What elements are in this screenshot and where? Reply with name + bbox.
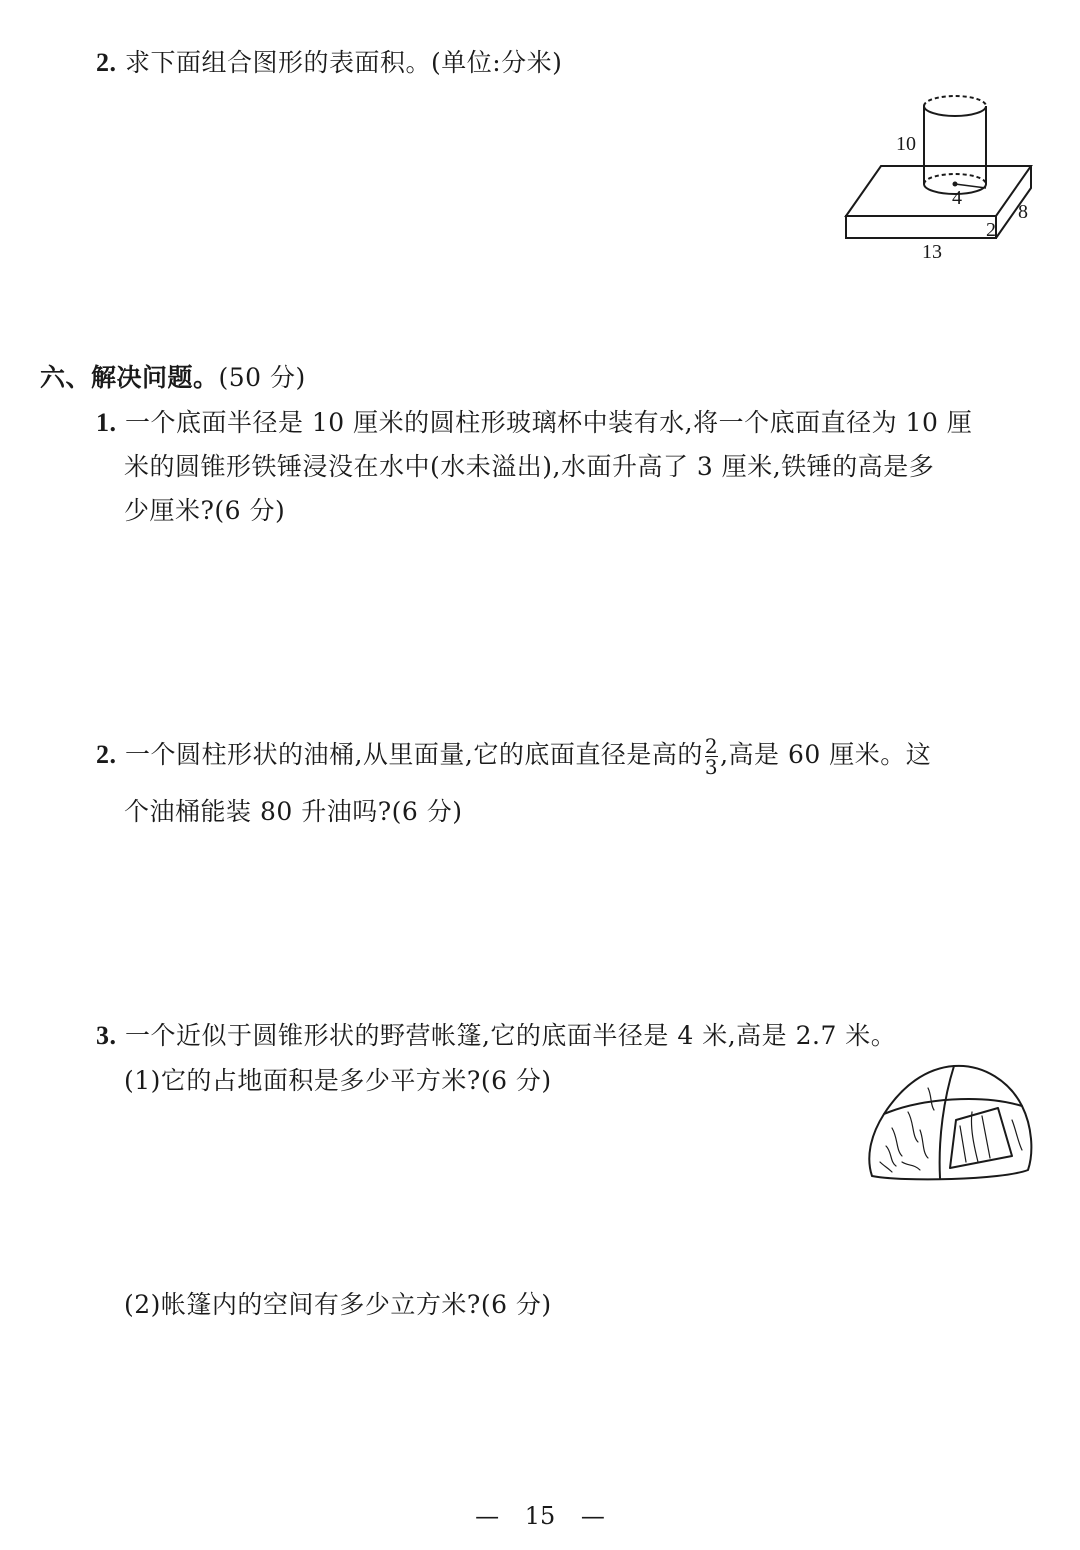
fraction-denominator: 3 bbox=[704, 755, 719, 779]
question-1-line-1 bbox=[96, 408, 972, 438]
fraction bbox=[705, 736, 718, 777]
page-number: 15 bbox=[524, 1502, 556, 1530]
question-3-line-1 bbox=[96, 1021, 896, 1051]
question-text: 一个近似于圆锥形状的野营帐篷,它的底面半径是 4 米,高是 2.7 米。 bbox=[124, 1021, 897, 1050]
section-title: 六、解决问题。 bbox=[40, 363, 219, 392]
question-3-sub-2: (2)帐篷内的空间有多少立方米?(6 分) bbox=[124, 1290, 552, 1319]
label-cylinder-height: 10 bbox=[896, 133, 916, 155]
cuboid-front-face bbox=[846, 216, 996, 238]
question-text: 一个底面半径是 10 厘米的圆柱形玻璃杯中装有水,将一个底面直径为 10 厘 bbox=[124, 408, 973, 437]
question-2-line-1 bbox=[96, 736, 931, 777]
label-cuboid-length: 13 bbox=[922, 241, 942, 263]
section-points: (50 分) bbox=[218, 363, 306, 392]
label-cuboid-depth: 8 bbox=[1018, 201, 1028, 223]
center-dot bbox=[953, 182, 958, 187]
label-cuboid-height: 2 bbox=[986, 219, 996, 241]
cylinder-top-front bbox=[924, 106, 986, 116]
question-1-line-2: 米的圆锥形铁锤浸没在水中(水未溢出),水面升高了 3 厘米,铁锤的高是多 bbox=[124, 452, 935, 481]
tent-seam-2 bbox=[884, 1099, 1022, 1114]
question-prev-2 bbox=[96, 48, 562, 78]
footer-dash-right: — bbox=[580, 1502, 605, 1530]
section-heading bbox=[40, 363, 306, 393]
page-footer bbox=[0, 1502, 1080, 1530]
cylinder-top-back bbox=[924, 96, 986, 106]
question-number: 3. bbox=[96, 1021, 117, 1050]
question-text-cont: ,高是 60 厘米。这 bbox=[720, 740, 932, 769]
fraction-numerator: 2 bbox=[704, 734, 719, 758]
question-number: 2. bbox=[96, 740, 117, 769]
footer-dash-left: — bbox=[475, 1502, 500, 1530]
question-text: 求下面组合图形的表面积。(单位:分米) bbox=[124, 48, 563, 77]
question-1-line-3: 少厘米?(6 分) bbox=[124, 496, 286, 525]
composite-figure bbox=[836, 88, 1046, 268]
tent-illustration bbox=[862, 1058, 1038, 1188]
question-text: 一个圆柱形状的油桶,从里面量,它的底面直径是高的 bbox=[124, 740, 703, 769]
cuboid-top-face bbox=[846, 166, 1031, 216]
question-2-line-2: 个油桶能装 80 升油吗?(6 分) bbox=[124, 797, 463, 826]
question-3-sub-1: (1)它的占地面积是多少平方米?(6 分) bbox=[124, 1066, 552, 1095]
question-number: 1. bbox=[96, 408, 117, 437]
label-radius: 4 bbox=[952, 187, 962, 209]
question-number: 2. bbox=[96, 48, 117, 77]
tent-door bbox=[950, 1108, 1012, 1168]
